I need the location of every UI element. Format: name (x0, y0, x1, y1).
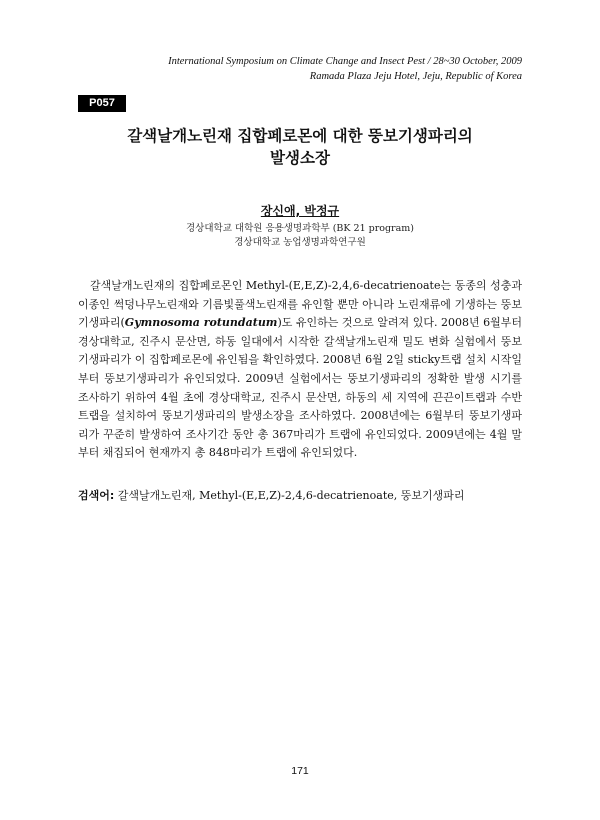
author-list (78, 202, 522, 219)
abstract-body (78, 277, 522, 463)
scientific-name: Gymnosoma rotundatum (124, 316, 278, 330)
header-line-2: Ramada Plaza Jeju Hotel, Jeju, Republic of Korea (309, 71, 522, 82)
keywords-label: 검색어: (78, 489, 115, 502)
keywords-text: 갈색날개노린재, Methyl-(E,E,Z)-2,4,6-decatrienoate, 뚱보기생파리 (117, 489, 465, 502)
paper-title (78, 125, 522, 169)
page-number: 171 (291, 765, 309, 777)
abstract-part-2: )도 유인하는 것으로 알려져 있다. 2008년 6월부터 경상대학교, 진주시 문산면, 하동 일대에서 시작한 갈색날개노린재 밀도 변화 실험에서 뚱보기생파리가 이 집합페로몬에 유인됨을 확인하였다. 2008년 6월 2일 sticky트랩 설치 시작일 부터 뚱보기생파리가 유인되었다. 2009년 실험에서는 뚱보기생파리의 정확한 발생 시기를 조사하기 위하여 4월 초에 경상대학교, 진주시 문산면, 하동의 세 지역에 끈끈이트랩과 수반트랩을 설치하여 뚱보기생파리의 발생소장을 조사하였다. 2008년에는 6월부터 뚱보기생파리가 꾸준히 발생하여 조사기간 동안 총 367마리가 트랩에 유인되었다. 2009년에는 4월 말부터 채집되어 현재까지 총 848마리가 트랩에 유인되었다. (78, 316, 522, 460)
authors-text: 장신애, 박정규 (260, 204, 340, 218)
title-line-2: 발생소장 (270, 149, 330, 167)
affiliations (78, 222, 522, 250)
keywords-line (78, 487, 522, 505)
conference-header (168, 54, 522, 84)
header-line-1: International Symposium on Climate Change and Insect Pest / 28~30 October, 2009 (168, 56, 522, 67)
poster-id-badge: P057 (78, 95, 126, 112)
affiliation-2: 경상대학교 농업생명과학연구원 (234, 237, 366, 248)
affiliation-1: 경상대학교 대학원 응용생명과학부 (BK 21 program) (186, 223, 414, 234)
abstract-part-1: 갈색날개노린재의 집합페로몬인 Methyl-(E,E,Z)-2,4,6-decatrienoate는 동종의 성충과 이종인 썩덩나무노린재와 기름빛풀색노린재를 유인할 뿐만 아니라 노린재류에 기생하는 뚱보기생파리( (78, 279, 522, 330)
title-line-1: 갈색날개노린재 집합페로몬에 대한 뚱보기생파리의 (127, 127, 473, 145)
